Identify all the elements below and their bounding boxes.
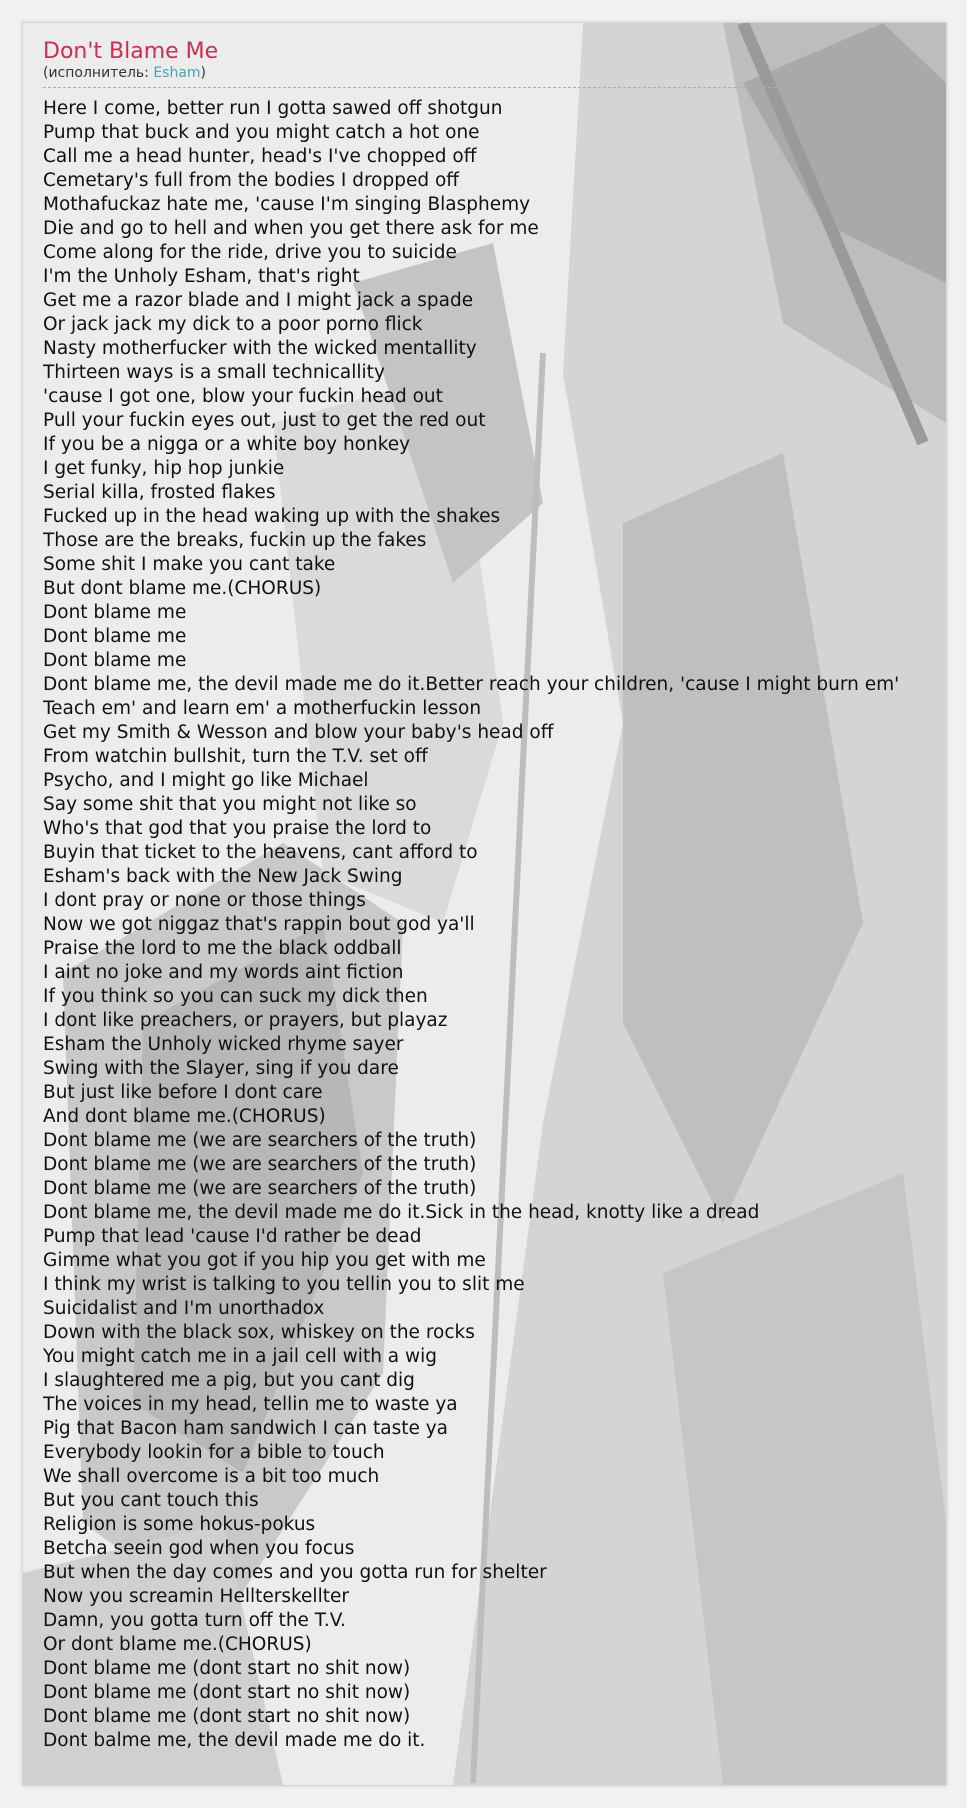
lyric-line: Get me a razor blade and I might jack a spade <box>43 290 474 311</box>
lyric-line: Now you screamin Hellterskellter <box>43 1586 349 1607</box>
lyric-line: Dont blame me (we are searchers of the truth) <box>43 1154 477 1175</box>
lyric-line: Swing with the Slayer, sing if you dare <box>43 1058 399 1079</box>
lyric-line: Dont blame me (we are searchers of the truth) <box>43 1178 477 1199</box>
lyric-line: Those are the breaks, fuckin up the fakes <box>43 530 427 551</box>
lyric-line: Praise the lord to me the black oddball <box>43 938 402 959</box>
lyric-line: Now we got niggaz that's rappin bout god ya'll <box>43 914 475 935</box>
lyric-line: But dont blame me.(CHORUS) <box>43 578 322 599</box>
lyric-line: Here I come, better run I gotta sawed off shotgun <box>43 98 503 119</box>
lyric-line: Pig that Bacon ham sandwich I can taste ya <box>43 1418 449 1439</box>
lyric-line: Come along for the ride, drive you to suicide <box>43 242 457 263</box>
lyric-line: Religion is some hokus-pokus <box>43 1514 316 1535</box>
lyric-line: Everybody lookin for a bible to touch <box>43 1442 385 1463</box>
lyric-line: Teach em' and learn em' a motherfuckin lesson <box>43 698 482 719</box>
artist-prefix: (исполнитель: <box>43 65 154 81</box>
lyric-line: Dont blame me, the devil made me do it.Better reach your children, 'cause I might burn em' <box>43 674 900 695</box>
lyric-line: Or jack jack my dick to a poor porno flick <box>43 314 423 335</box>
lyric-line: But just like before I dont care <box>43 1082 323 1103</box>
lyric-line: But you cant touch this <box>43 1490 259 1511</box>
lyric-line: Down with the black sox, whiskey on the rocks <box>43 1322 475 1343</box>
song-title: Don't Blame Me <box>43 39 219 64</box>
lyric-line: Nasty motherfucker with the wicked mentallity <box>43 338 477 359</box>
lyric-line: Cemetary's full from the bodies I dropped off <box>43 170 460 191</box>
lyric-line: Dont blame me <box>43 650 187 671</box>
lyric-line: Die and go to hell and when you get there ask for me <box>43 218 539 239</box>
lyric-line: Pump that lead 'cause I'd rather be dead <box>43 1226 422 1247</box>
lyric-line: Dont blame me <box>43 626 187 647</box>
lyric-line: Dont blame me (dont start no shit now) <box>43 1682 411 1703</box>
lyric-line: The voices in my head, tellin me to waste ya <box>43 1394 458 1415</box>
lyric-line: Who's that god that you praise the lord to <box>43 818 432 839</box>
lyric-line: I dont like preachers, or prayers, but playaz <box>43 1010 448 1031</box>
lyric-line: Dont balme me, the devil made me do it. <box>43 1730 426 1751</box>
lyric-line: Esham the Unholy wicked rhyme sayer <box>43 1034 404 1055</box>
song-content <box>43 39 946 1753</box>
lyric-line: Mothafuckaz hate me, 'cause I'm singing Blasphemy <box>43 194 531 215</box>
lyric-line: I get funky, hip hop junkie <box>43 458 285 479</box>
lyric-line: Get my Smith & Wesson and blow your baby's head off <box>43 722 554 743</box>
lyric-line: Dont blame me (dont start no shit now) <box>43 1658 411 1679</box>
lyric-line: If you think so you can suck my dick then <box>43 986 428 1007</box>
lyric-line: Buyin that ticket to the heavens, cant afford to <box>43 842 478 863</box>
lyric-line: Gimme what you got if you hip you get with me <box>43 1250 486 1271</box>
lyric-line: Call me a head hunter, head's I've chopped off <box>43 146 477 167</box>
lyric-line: Betcha seein god when you focus <box>43 1538 355 1559</box>
lyric-line: Pump that buck and you might catch a hot one <box>43 122 480 143</box>
lyric-line: Dont blame me <box>43 602 187 623</box>
lyric-line: 'cause I got one, blow your fuckin head out <box>43 386 443 407</box>
lyric-line: Dont blame me, the devil made me do it.Sick in the head, knotty like a dread <box>43 1202 760 1223</box>
lyric-line: Esham's back with the New Jack Swing <box>43 866 403 887</box>
lyric-line: I dont pray or none or those things <box>43 890 366 911</box>
lyric-line: We shall overcome is a bit too much <box>43 1466 380 1487</box>
lyric-line: I think my wrist is talking to you tellin you to slit me <box>43 1274 525 1295</box>
lyric-line: I'm the Unholy Esham, that's right <box>43 266 360 287</box>
artist-link[interactable]: Esham <box>153 65 201 81</box>
lyric-line: And dont blame me.(CHORUS) <box>43 1106 326 1127</box>
lyric-line: If you be a nigga or a white boy honkey <box>43 434 411 455</box>
lyric-line: Damn, you gotta turn off the T.V. <box>43 1610 346 1631</box>
lyric-line: Or dont blame me.(CHORUS) <box>43 1634 312 1655</box>
lyric-line: Thirteen ways is a small technicallity <box>43 362 385 383</box>
lyric-line: Dont blame me (we are searchers of the truth) <box>43 1130 477 1151</box>
lyric-line: I slaughtered me a pig, but you cant dig <box>43 1370 415 1391</box>
lyrics-body <box>43 97 946 1753</box>
lyric-line: Suicidalist and I'm unorthadox <box>43 1298 325 1319</box>
artist-line <box>43 65 926 88</box>
lyric-line: I aint no joke and my words aint fiction <box>43 962 404 983</box>
lyric-line: Pull your fuckin eyes out, just to get the red out <box>43 410 486 431</box>
artist-suffix: ) <box>200 65 207 81</box>
lyric-line: Say some shit that you might not like so <box>43 794 417 815</box>
lyric-line: Some shit I make you cant take <box>43 554 336 575</box>
lyric-line: Psycho, and I might go like Michael <box>43 770 369 791</box>
lyrics-card <box>22 22 947 1786</box>
lyric-line: Dont blame me (dont start no shit now) <box>43 1706 411 1727</box>
lyric-line: Fucked up in the head waking up with the shakes <box>43 506 501 527</box>
lyric-line: But when the day comes and you gotta run for shelter <box>43 1562 547 1583</box>
lyric-line: You might catch me in a jail cell with a wig <box>43 1346 438 1367</box>
lyric-line: Serial killa, frosted flakes <box>43 482 276 503</box>
lyric-line: From watchin bullshit, turn the T.V. set off <box>43 746 428 767</box>
